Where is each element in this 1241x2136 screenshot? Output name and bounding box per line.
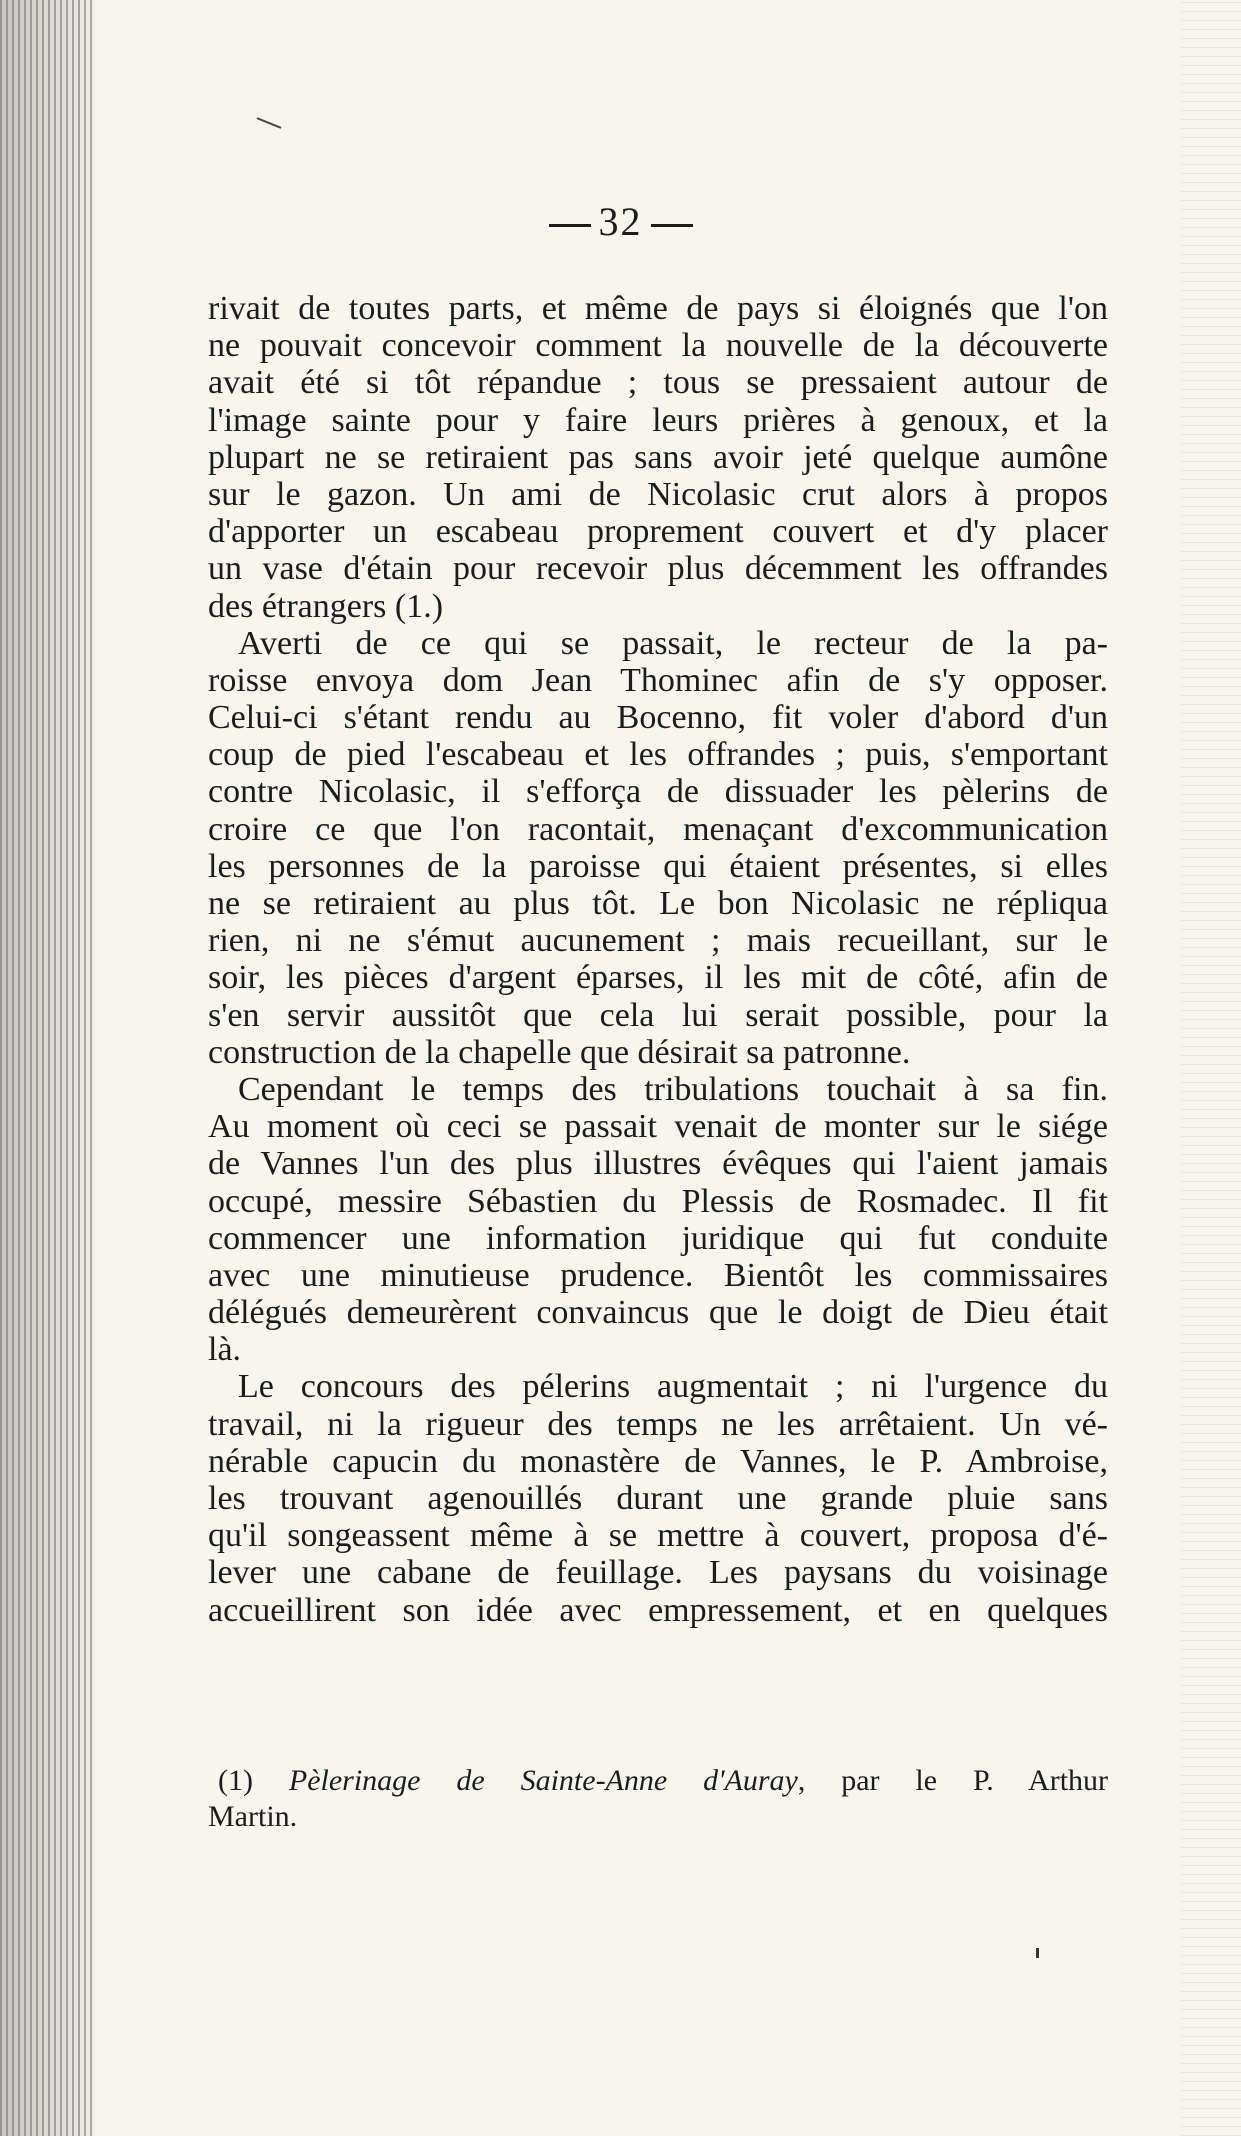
text-line: accueillirent son idée avec empressement, et en quelques — [208, 1591, 1108, 1629]
text-line: construction de la chapelle que désirait sa patronne. — [208, 1033, 911, 1071]
text-line: des étrangers (1.) — [208, 587, 444, 625]
text-line: Cependant le temps des tribulations touchait à sa fin. — [238, 1070, 1108, 1108]
footnote-title: Pèlerinage de Sainte-Anne d'Auray — [288, 1764, 798, 1797]
text-line: sur le gazon. Un ami de Nicolasic crut alors à propos — [208, 475, 1108, 513]
text-line: croire ce que l'on racontait, menaçant d'excommunication — [208, 810, 1108, 848]
text-line: les trouvant agenouillés durant une grande pluie sans — [208, 1480, 1108, 1517]
text-line: soir, les pièces d'argent éparses, il les mit de côté, afin de — [208, 959, 1108, 997]
page-number — [0, 198, 1241, 245]
text-line: l'image sainte pour y faire leurs prières à genoux, et la — [208, 401, 1108, 439]
text-line: de Vannes l'un des plus illustres évêques qui l'aient jamais — [208, 1145, 1108, 1183]
footnote-rest: , par le P. Arthur — [797, 1764, 1109, 1797]
text-line: lever une cabane de feuillage. Les paysans du voisinage — [208, 1554, 1108, 1592]
body-text — [208, 290, 1108, 1629]
footnote — [208, 1763, 1108, 1835]
text-line: rien, ni ne s'émut aucunement ; mais recueillant, sur le — [208, 922, 1108, 960]
text-line: Averti de ce qui se passait, le recteur de la pa- — [238, 624, 1108, 662]
text-line: là. — [208, 1331, 242, 1369]
binding-gutter-shadow — [0, 0, 95, 2136]
text-line: Au moment où ceci se passait venait de monter sur le siége — [208, 1108, 1108, 1146]
text-line: qu'il songeassent même à se mettre à couvert, proposa d'é- — [208, 1517, 1108, 1555]
text-line: roisse envoya dom Jean Thominec afin de s'y opposer. — [208, 661, 1108, 699]
text-line: les personnes de la paroisse qui étaient présentes, si elles — [208, 847, 1108, 885]
text-line: rivait de toutes parts, et même de pays si éloignés que l'on — [208, 290, 1108, 327]
text-line: d'apporter un escabeau proprement couvert et d'y placer — [208, 513, 1108, 551]
text-line: contre Nicolasic, il s'efforça de dissuader les pèlerins de — [208, 773, 1108, 811]
text-line: avait été si tôt répandue ; tous se pressaient autour de — [208, 364, 1108, 402]
page-number-value: 32 — [598, 199, 643, 244]
stray-ink-mark — [257, 117, 282, 129]
text-line: nérable capucin du monastère de Vannes, le P. Ambroise, — [208, 1442, 1108, 1480]
stray-ink-dot — [1036, 1948, 1039, 1958]
page-number-dash-left — [549, 224, 591, 227]
page-edge-speckle — [1181, 0, 1241, 2136]
page-number-dash-right — [651, 224, 693, 227]
text-line: un vase d'étain pour recevoir plus décemment les offrandes — [208, 550, 1108, 588]
text-line: avec une minutieuse prudence. Bientôt les commissaires — [208, 1256, 1108, 1294]
text-line: Celui-ci s'étant rendu au Bocenno, fit voler d'abord d'un — [208, 699, 1108, 737]
text-line: plupart ne se retiraient pas sans avoir jeté quelque aumône — [208, 438, 1108, 476]
text-line: s'en servir aussitôt que cela lui serait possible, pour la — [208, 996, 1108, 1034]
footnote-line-2: Martin. — [208, 1800, 298, 1833]
text-line: ne se retiraient au plus tôt. Le bon Nicolasic ne répliqua — [208, 885, 1108, 922]
footnote-line — [208, 1763, 1108, 1799]
text-line: commencer une information juridique qui fut conduite — [208, 1219, 1108, 1257]
text-line: travail, ni la rigueur des temps ne les arrêtaient. Un vé- — [208, 1405, 1108, 1443]
text-line: Le concours des pélerins augmentait ; ni l'urgence du — [238, 1368, 1108, 1406]
text-line: ne pouvait concevoir comment la nouvelle de la découverte — [208, 327, 1108, 365]
footnote-marker: (1) — [218, 1764, 253, 1797]
text-line: coup de pied l'escabeau et les offrandes ; puis, s'emportant — [208, 736, 1108, 774]
text-line: occupé, messire Sébastien du Plessis de Rosmadec. Il fit — [208, 1182, 1108, 1220]
text-line: délégués demeurèrent convaincus que le doigt de Dieu était — [208, 1294, 1108, 1332]
